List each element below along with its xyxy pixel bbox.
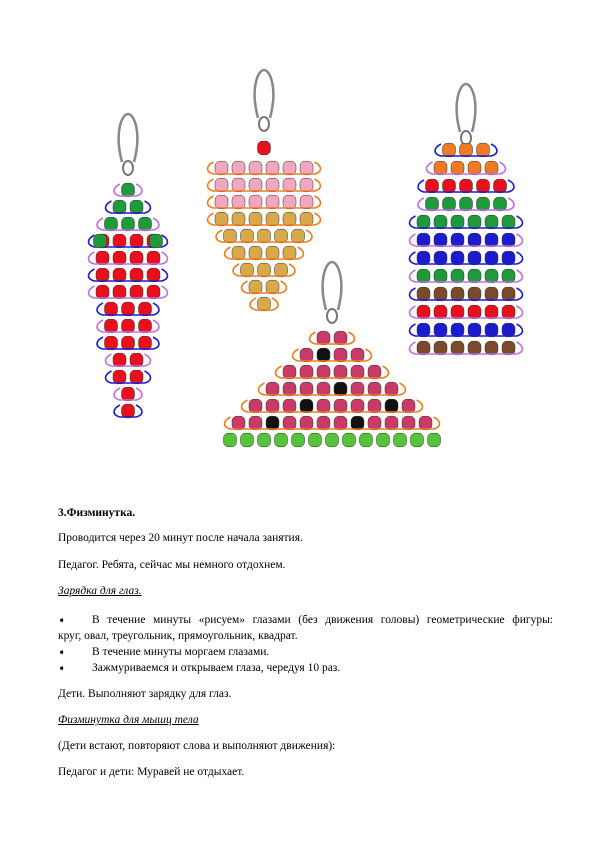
keychain-ring	[123, 161, 133, 175]
bead	[275, 433, 288, 447]
bead	[351, 399, 364, 413]
bead	[122, 183, 135, 197]
bead	[258, 297, 271, 311]
bead	[300, 212, 313, 226]
bead	[232, 212, 245, 226]
bead	[96, 251, 109, 265]
bead	[266, 280, 279, 294]
bead	[494, 197, 507, 211]
bead	[317, 382, 330, 396]
bead	[494, 179, 507, 193]
bead	[249, 246, 262, 260]
bead	[477, 197, 490, 211]
bead	[334, 348, 347, 362]
bead	[451, 305, 464, 319]
bead	[317, 399, 330, 413]
bead	[113, 370, 126, 384]
bead	[258, 141, 271, 155]
bead	[266, 178, 279, 192]
bead	[468, 233, 481, 247]
bead	[468, 341, 481, 355]
bead	[232, 178, 245, 192]
bead	[451, 341, 464, 355]
bead	[130, 200, 143, 214]
bead	[468, 161, 481, 175]
bead	[451, 215, 464, 229]
bead	[283, 399, 296, 413]
bead	[130, 285, 143, 299]
bead	[241, 263, 254, 277]
bead	[419, 416, 432, 430]
bead	[105, 336, 118, 350]
bead	[215, 195, 228, 209]
bead	[300, 382, 313, 396]
bead	[215, 178, 228, 192]
bead	[417, 287, 430, 301]
bead	[122, 302, 135, 316]
arrow-bullet-icon: ➧	[58, 647, 66, 657]
bead	[434, 215, 447, 229]
bead	[317, 348, 330, 362]
bead	[451, 161, 464, 175]
bead	[502, 323, 515, 337]
bead	[139, 336, 152, 350]
bead	[485, 161, 498, 175]
bead	[468, 287, 481, 301]
keychain-ring	[461, 131, 471, 145]
bead	[283, 365, 296, 379]
bead	[300, 178, 313, 192]
bead	[485, 233, 498, 247]
bead	[460, 143, 473, 157]
bead	[266, 246, 279, 260]
bead	[309, 433, 322, 447]
bead	[434, 251, 447, 265]
keychain-clasp	[119, 114, 138, 162]
bead	[130, 370, 143, 384]
bead	[443, 197, 456, 211]
bead	[443, 179, 456, 193]
bead	[343, 433, 356, 447]
bead	[428, 433, 441, 447]
wire-loop	[106, 201, 151, 213]
bead	[417, 215, 430, 229]
arrow-bullet-icon: ➧	[58, 615, 66, 625]
bead	[249, 399, 262, 413]
bead	[334, 365, 347, 379]
bead	[502, 287, 515, 301]
bead	[258, 263, 271, 277]
bead	[232, 246, 245, 260]
bead	[326, 433, 339, 447]
bead	[334, 416, 347, 430]
bead	[394, 433, 407, 447]
bead	[130, 251, 143, 265]
bead	[139, 319, 152, 333]
bead	[417, 305, 430, 319]
bead	[360, 433, 373, 447]
bead	[368, 365, 381, 379]
bead	[451, 323, 464, 337]
bead	[292, 433, 305, 447]
bead	[283, 178, 296, 192]
bead	[122, 319, 135, 333]
body-exercise-heading: Физминутка для мышц тела	[58, 714, 199, 726]
bead	[232, 195, 245, 209]
bead	[434, 269, 447, 283]
bead	[283, 212, 296, 226]
bullet-1-line-2: круг, овал, треугольник, прямоугольник, квадрат.	[58, 630, 298, 642]
eyes-exercise-heading: Зарядка для глаз.	[58, 585, 142, 597]
bead	[485, 305, 498, 319]
bead	[417, 323, 430, 337]
bead	[317, 416, 330, 430]
wire-loop	[106, 354, 151, 366]
bullet-3: Зажмуриваемся и открываем глаза, чередуя 10 раз.	[92, 662, 341, 674]
bead	[275, 263, 288, 277]
bead	[434, 305, 447, 319]
bead	[434, 287, 447, 301]
bead	[215, 161, 228, 175]
bead	[451, 287, 464, 301]
bead	[105, 319, 118, 333]
bead	[249, 212, 262, 226]
bead	[468, 251, 481, 265]
bead	[385, 399, 398, 413]
bead	[113, 200, 126, 214]
bead	[266, 382, 279, 396]
bead	[249, 195, 262, 209]
keychain-ring	[259, 117, 269, 131]
bead	[411, 433, 424, 447]
bead	[351, 416, 364, 430]
wire-loop	[106, 371, 151, 383]
bead	[105, 302, 118, 316]
bead	[94, 234, 107, 248]
bead	[275, 229, 288, 243]
paragraph-ant: Педагог и дети: Муравей не отдыхает.	[58, 766, 245, 778]
bead	[266, 416, 279, 430]
bead	[485, 323, 498, 337]
arrow-bullet-icon: ➧	[58, 663, 66, 673]
bead	[283, 382, 296, 396]
bead	[283, 246, 296, 260]
paragraph-instructions: (Дети встают, повторяют слова и выполняют движения):	[58, 740, 336, 752]
keychain-clasp	[323, 262, 342, 310]
bead	[351, 348, 364, 362]
bead	[300, 161, 313, 175]
bead	[317, 365, 330, 379]
bead	[417, 341, 430, 355]
wire-loop	[310, 332, 355, 344]
bead	[385, 382, 398, 396]
bead	[300, 365, 313, 379]
wire-loop	[242, 281, 287, 293]
bead	[266, 161, 279, 175]
bead	[113, 268, 126, 282]
bead	[334, 382, 347, 396]
paragraph-timing: Проводится через 20 минут после начала занятия.	[58, 532, 303, 544]
bead	[460, 179, 473, 193]
paragraph-children: Дети. Выполняют зарядку для глаз.	[58, 688, 232, 700]
bead	[451, 233, 464, 247]
bead	[477, 179, 490, 193]
bead	[241, 433, 254, 447]
bead	[249, 280, 262, 294]
bead	[249, 178, 262, 192]
bead	[426, 197, 439, 211]
bead	[426, 179, 439, 193]
bead	[402, 399, 415, 413]
bead	[351, 382, 364, 396]
bead	[249, 416, 262, 430]
bead	[351, 365, 364, 379]
bead	[468, 215, 481, 229]
bead	[334, 399, 347, 413]
bead	[502, 269, 515, 283]
bead	[334, 331, 347, 345]
bead	[434, 233, 447, 247]
bead	[139, 302, 152, 316]
bead	[266, 212, 279, 226]
bead	[122, 217, 135, 231]
bead	[266, 399, 279, 413]
carrot-bead-keychain	[89, 114, 168, 418]
bead	[258, 229, 271, 243]
bead	[283, 416, 296, 430]
bead	[113, 234, 126, 248]
icecream-bead-keychain	[208, 70, 321, 311]
bead	[147, 251, 160, 265]
bead	[283, 195, 296, 209]
cake-bead-keychain	[410, 84, 523, 355]
bead	[434, 161, 447, 175]
bullet-1-line-1: В течение минуты «рисуем» глазами (без движения головы) геометрические фигуры:	[92, 614, 553, 626]
bead	[224, 433, 237, 447]
bead	[258, 433, 271, 447]
bead	[477, 143, 490, 157]
bead	[96, 268, 109, 282]
bead	[434, 341, 447, 355]
bead	[368, 416, 381, 430]
bead	[232, 161, 245, 175]
bead	[130, 234, 143, 248]
bead	[292, 229, 305, 243]
bead	[485, 251, 498, 265]
keychain-ring	[327, 309, 337, 323]
bead	[434, 323, 447, 337]
bead	[485, 269, 498, 283]
bead	[147, 285, 160, 299]
bead	[300, 348, 313, 362]
bead	[241, 229, 254, 243]
bead	[122, 387, 135, 401]
bead	[485, 341, 498, 355]
paragraph-teacher: Педагог. Ребята, сейчас мы немного отдохнем.	[58, 559, 286, 571]
bead	[502, 215, 515, 229]
bead	[502, 251, 515, 265]
bead	[130, 353, 143, 367]
bead	[502, 341, 515, 355]
bead	[402, 416, 415, 430]
bead	[368, 382, 381, 396]
bead	[300, 195, 313, 209]
bead	[96, 285, 109, 299]
keychain-clasp	[255, 70, 274, 118]
bead	[417, 233, 430, 247]
bead	[147, 268, 160, 282]
bead	[485, 287, 498, 301]
bead	[317, 331, 330, 345]
bead	[443, 143, 456, 157]
bead	[451, 251, 464, 265]
bead	[468, 305, 481, 319]
bead	[139, 217, 152, 231]
bead	[417, 269, 430, 283]
bead	[300, 399, 313, 413]
bead	[468, 323, 481, 337]
bead	[224, 229, 237, 243]
bead	[150, 234, 163, 248]
bead	[468, 269, 481, 283]
bullet-2: В течение минуты моргаем глазами.	[92, 646, 270, 658]
bead	[368, 399, 381, 413]
bead	[417, 251, 430, 265]
bead	[283, 161, 296, 175]
bead	[113, 353, 126, 367]
bead	[502, 233, 515, 247]
wire-loop	[259, 383, 406, 395]
bead	[232, 416, 245, 430]
bead	[300, 416, 313, 430]
section-heading: 3.Физминутка.	[58, 507, 136, 519]
bead	[249, 161, 262, 175]
bead	[460, 197, 473, 211]
bead	[113, 251, 126, 265]
bead	[215, 212, 228, 226]
bead	[130, 268, 143, 282]
keychain-clasp	[457, 84, 476, 132]
bead	[502, 305, 515, 319]
bead	[485, 215, 498, 229]
bead	[377, 433, 390, 447]
bead	[451, 269, 464, 283]
bead	[385, 416, 398, 430]
bead	[113, 285, 126, 299]
bead	[122, 336, 135, 350]
bead	[105, 217, 118, 231]
bead	[266, 195, 279, 209]
bead	[122, 404, 135, 418]
